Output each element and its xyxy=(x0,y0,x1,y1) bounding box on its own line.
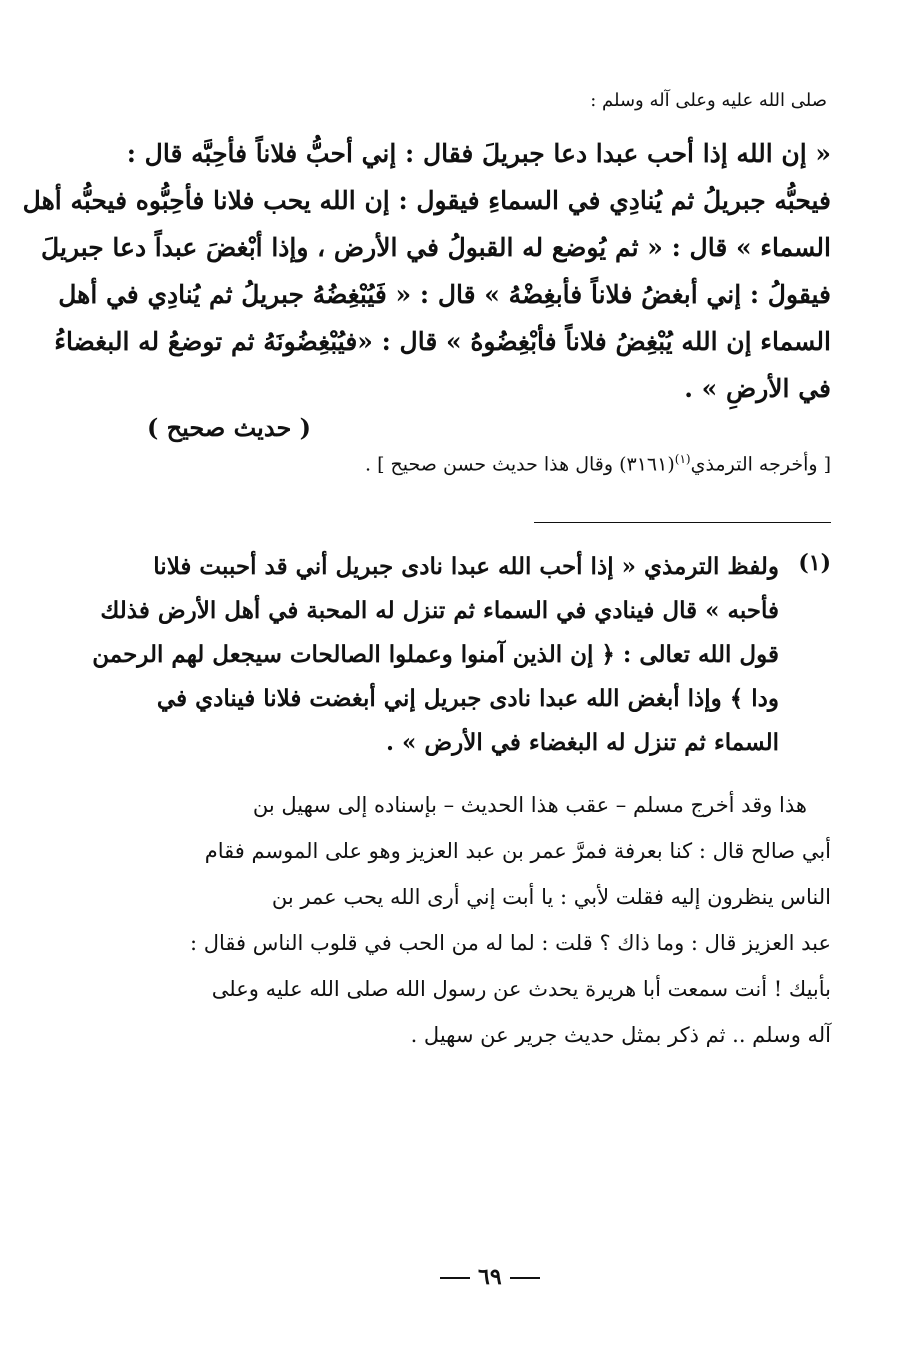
intro-line: صلى الله عليه وعلى آله وسلم : xyxy=(590,90,827,111)
hadith-grading: ( حديث صحيح ) xyxy=(146,413,311,442)
footnote-text xyxy=(92,545,779,765)
footnote-line: السماء ثم تنزل له البغضاء في الأرض » . xyxy=(385,729,779,756)
page-number-dash xyxy=(440,1277,470,1279)
source-citation xyxy=(365,452,831,475)
footnote-line: قول الله تعالى : ﴿ إن الذين آمنوا وعملوا الصالحات سيجعل لهم الرحمن xyxy=(92,641,779,668)
narrative-line: أبي صالح قال : كنا بعرفة فمرَّ عمر بن عبد العزيز وهو على الموسم فقام xyxy=(204,839,831,863)
narrative-paragraph xyxy=(131,782,831,1058)
source-text-before: [ وأخرجه الترمذي xyxy=(690,453,831,476)
source-text-after: (٣١٦١) وقال هذا حديث حسن صحيح ] . xyxy=(365,453,675,476)
hadith-line: السماء » قال : « ثم يُوضع له القبولُ في الأرض ، وإذا أبْغضَ عبداً دعا جبريلَ xyxy=(41,233,831,262)
footnote-divider xyxy=(534,522,831,523)
footnote-line: ولفظ الترمذي « إذا أحب الله عبدا نادى جبريل أني قد أحببت فلانا xyxy=(153,553,779,580)
footnote-number: (١) xyxy=(798,550,831,576)
footnote-reference: (١) xyxy=(674,452,691,466)
hadith-line: « إن الله إذا أحب عبدا دعا جبريلَ فقال : إني أحبُّ فلاناً فأحِبَّه قال : xyxy=(126,139,831,168)
narrative-line: آله وسلم .. ثم ذكر بمثل حديث جرير عن سهيل . xyxy=(410,1023,831,1047)
hadith-line: السماء إن الله يُبْغِضُ فلاناً فأبْغِضُوهُ » قال : «فيُبْغِضُونَهُ ثم توضعُ له البغضاءُ xyxy=(54,327,831,356)
hadith-line: فيقولُ : إني أبغضُ فلاناً فأبغِضْهُ » قال : « فَيُبْغِضُهُ جبريلُ ثم يُنادِي في أهل xyxy=(58,280,831,309)
narrative-line: بأبيك ! أنت سمعت أبا هريرة يحدث عن رسول الله صلى الله عليه وعلى xyxy=(211,977,831,1001)
hadith-line: فيحبُّه جبريلُ ثم يُنادِي في السماءِ فيقول : إن الله يحب فلانا فأحِبُّوه فيحبُّه أهل xyxy=(22,186,831,215)
narrative-line: هذا وقد أخرج مسلم – عقب هذا الحديث – بإسناده إلى سهيل بن xyxy=(252,793,807,817)
hadith-line: في الأرضِ » . xyxy=(684,374,831,403)
narrative-line: عبد العزيز قال : وما ذاك ؟ قلت : لما له من الحب في قلوب الناس فقال : xyxy=(189,931,831,955)
footnote-line: ودا ﴾ وإذا أبغض الله عبدا نادى جبريل إني أبغضت فلانا فينادي في xyxy=(156,685,779,712)
page-number-dash xyxy=(510,1277,540,1279)
page-number-value: ٦٩ xyxy=(478,1264,502,1290)
hadith-text xyxy=(22,130,831,412)
narrative-line: الناس ينظرون إليه فقلت لأبي : يا أبت إني أرى الله يحب عمر بن xyxy=(271,885,831,909)
page-number xyxy=(432,1264,548,1290)
footnote-line: فأحبه » قال فينادي في السماء ثم تنزل له المحبة في أهل الأرض فذلك xyxy=(100,597,779,624)
